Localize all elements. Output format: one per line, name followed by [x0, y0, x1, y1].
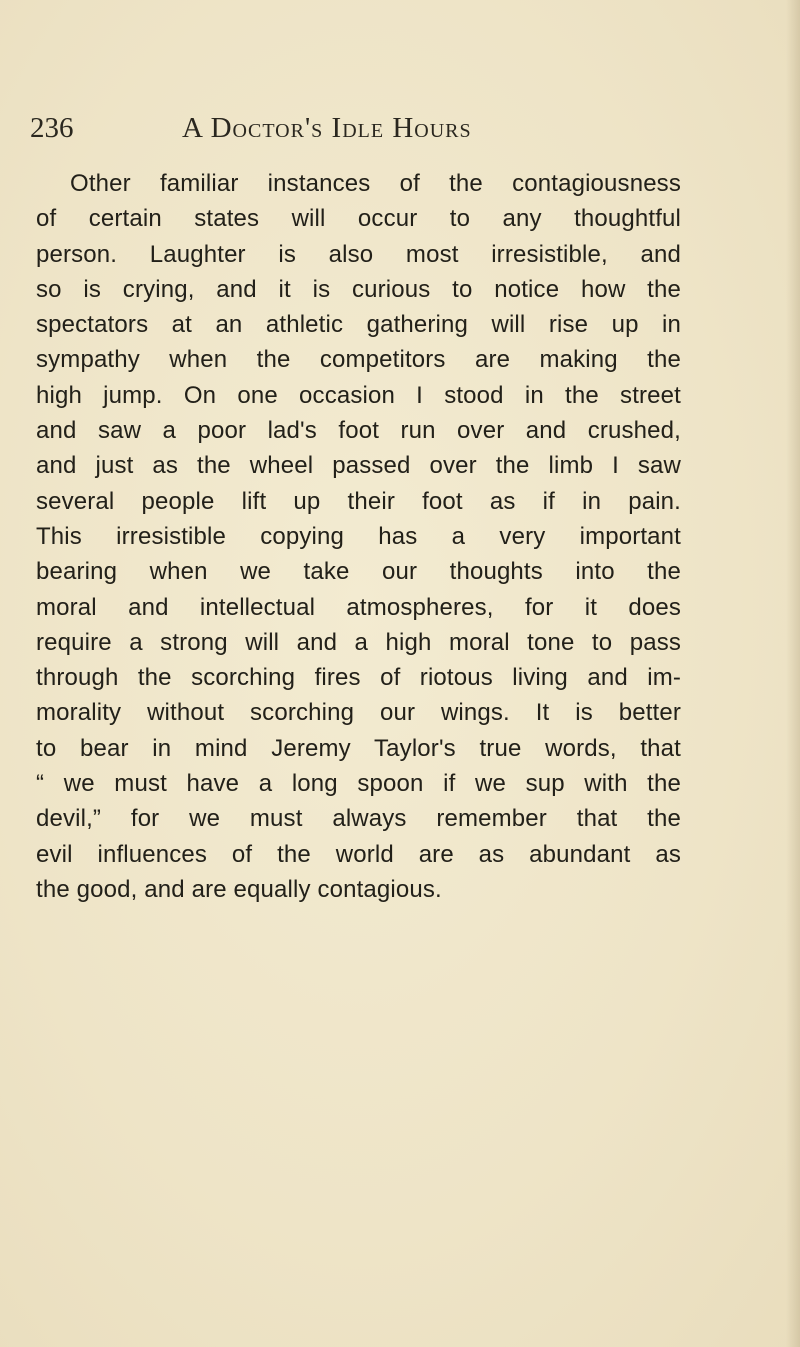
running-head: [30, 112, 730, 152]
text-line: so is crying, and it is curious to notice how the: [36, 275, 681, 303]
text-line: and just as the wheel passed over the limb I saw: [36, 452, 681, 480]
text-line: This irresistible copying has a very important: [36, 522, 681, 550]
text-line: high jump. On one occasion I stood in the street: [36, 381, 681, 409]
text-line: require a strong will and a high moral tone to pass: [36, 628, 681, 656]
page-number: 236: [30, 112, 74, 144]
text-line: morality without scorching our wings. It is better: [36, 699, 681, 727]
text-line: Other familiar instances of the contagiousness: [70, 170, 681, 197]
text-line: bearing when we take our thoughts into the: [36, 558, 681, 586]
text-line: to bear in mind Jeremy Taylor's true words, that: [36, 734, 681, 762]
body-paragraph: [36, 166, 681, 907]
text-line: the good, and are equally contagious.: [36, 875, 442, 903]
text-line: and saw a poor lad's foot run over and crushed,: [36, 417, 681, 445]
text-line: spectators at an athletic gathering will rise up in: [36, 311, 681, 339]
text-line: through the scorching fires of riotous living and im-: [36, 664, 681, 692]
text-line: evil influences of the world are as abundant as: [36, 840, 681, 868]
text-line: person. Laughter is also most irresistible, and: [36, 240, 681, 268]
text-line: sympathy when the competitors are making the: [36, 346, 681, 374]
text-line: devil,” for we must always remember that the: [36, 805, 681, 833]
page-edge-shadow: [786, 0, 800, 1347]
text-line: several people lift up their foot as if in pain.: [36, 487, 681, 515]
text-line: of certain states will occur to any thoughtful: [36, 205, 681, 233]
text-line: moral and intellectual atmospheres, for it does: [36, 593, 681, 621]
text-line: “ we must have a long spoon if we sup with the: [36, 770, 681, 798]
running-title: A Doctor's Idle Hours: [182, 112, 472, 144]
